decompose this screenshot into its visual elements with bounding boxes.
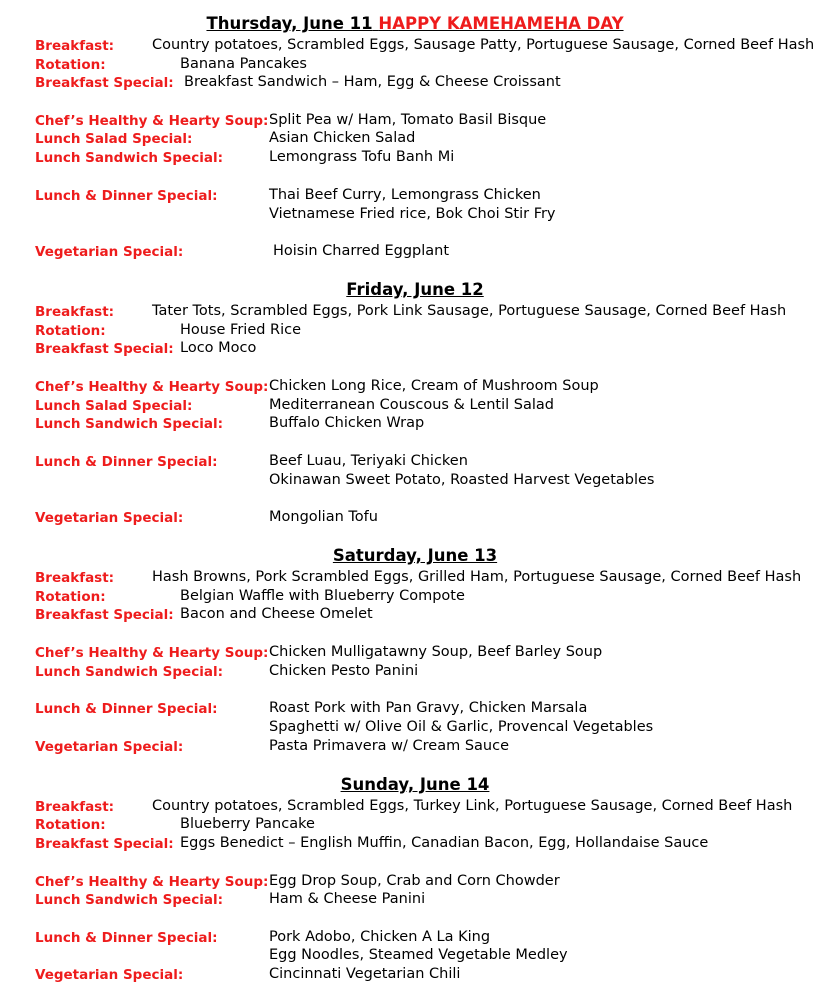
day-heading: [0, 546, 830, 566]
breakfast-special-value: Loco Moco: [180, 340, 257, 356]
lunch-salad-special-label: Lunch Salad Special:: [35, 398, 193, 414]
rotation-value: Blueberry Pancake: [180, 816, 315, 832]
breakfast-special-label: Breakfast Special:: [35, 607, 174, 623]
lunch-dinner-special-label: Lunch & Dinner Special:: [35, 930, 218, 946]
chefs-healthy-hearty-soup-value: Chicken Mulligatawny Soup, Beef Barley Soup: [269, 644, 603, 660]
day-date: Saturday, June 13: [332, 546, 498, 565]
chefs-healthy-hearty-soup-label: Chef’s Healthy & Hearty Soup:: [35, 113, 269, 129]
lunch-dinner-special-value: Roast Pork with Pan Gravy, Chicken Marsala: [269, 700, 588, 716]
breakfast-label: Breakfast:: [35, 304, 115, 320]
vegetarian-special-label: Vegetarian Special:: [35, 244, 184, 260]
lunch-salad-special-label: Lunch Salad Special:: [35, 131, 193, 147]
vegetarian-special-value: Pasta Primavera w/ Cream Sauce: [269, 738, 509, 754]
day-heading: [0, 775, 830, 795]
lunch-sandwich-special-label: Lunch Sandwich Special:: [35, 892, 223, 908]
rotation-label: Rotation:: [35, 589, 106, 605]
lunch-dinner-special-label: Lunch & Dinner Special:: [35, 701, 218, 717]
rotation-value: Belgian Waffle with Blueberry Compote: [180, 588, 465, 604]
breakfast-special-label: Breakfast Special:: [35, 75, 174, 91]
lunch-dinner-special-value: Pork Adobo, Chicken A La King: [269, 929, 491, 945]
chefs-healthy-hearty-soup-value: Split Pea w/ Ham, Tomato Basil Bisque: [269, 112, 547, 128]
holiday-banner: HAPPY KAMEHAMEHA DAY: [378, 14, 624, 33]
lunch-dinner-special-value: Spaghetti w/ Olive Oil & Garlic, Provencal Vegetables: [269, 719, 654, 735]
lunch-dinner-special-value: Egg Noodles, Steamed Vegetable Medley: [269, 947, 568, 963]
day-date: Sunday, June 14: [340, 775, 490, 794]
rotation-label: Rotation:: [35, 323, 106, 339]
vegetarian-special-value: Mongolian Tofu: [269, 509, 378, 525]
lunch-sandwich-special-label: Lunch Sandwich Special:: [35, 416, 223, 432]
chefs-healthy-hearty-soup-value: Egg Drop Soup, Crab and Corn Chowder: [269, 873, 560, 889]
rotation-label: Rotation:: [35, 817, 106, 833]
day-heading: [0, 14, 830, 34]
chefs-healthy-hearty-soup-value: Chicken Long Rice, Cream of Mushroom Soup: [269, 378, 599, 394]
lunch-dinner-special-value: Beef Luau, Teriyaki Chicken: [269, 453, 468, 469]
breakfast-special-value: Bacon and Cheese Omelet: [180, 606, 373, 622]
vegetarian-special-label: Vegetarian Special:: [35, 739, 184, 755]
lunch-sandwich-special-value: Ham & Cheese Panini: [269, 891, 426, 907]
lunch-dinner-special-label: Lunch & Dinner Special:: [35, 188, 218, 204]
lunch-sandwich-special-label: Lunch Sandwich Special:: [35, 664, 223, 680]
breakfast-special-label: Breakfast Special:: [35, 341, 174, 357]
breakfast-label: Breakfast:: [35, 38, 115, 54]
vegetarian-special-value: Hoisin Charred Eggplant: [273, 243, 450, 259]
lunch-sandwich-special-value: Chicken Pesto Panini: [269, 663, 419, 679]
chefs-healthy-hearty-soup-label: Chef’s Healthy & Hearty Soup:: [35, 645, 269, 661]
breakfast-value: Country potatoes, Scrambled Eggs, Turkey Link, Portuguese Sausage, Corned Beef Hash: [152, 798, 793, 814]
lunch-dinner-special-value: Thai Beef Curry, Lemongrass Chicken: [269, 187, 541, 203]
lunch-salad-special-value: Mediterranean Couscous & Lentil Salad: [269, 397, 554, 413]
lunch-dinner-special-value: Vietnamese Fried rice, Bok Choi Stir Fry: [269, 206, 556, 222]
rotation-value: Banana Pancakes: [180, 56, 307, 72]
breakfast-label: Breakfast:: [35, 799, 115, 815]
vegetarian-special-label: Vegetarian Special:: [35, 510, 184, 526]
rotation-label: Rotation:: [35, 57, 106, 73]
breakfast-special-value: Eggs Benedict – English Muffin, Canadian Bacon, Egg, Hollandaise Sauce: [180, 835, 709, 851]
chefs-healthy-hearty-soup-label: Chef’s Healthy & Hearty Soup:: [35, 874, 269, 890]
breakfast-value: Country potatoes, Scrambled Eggs, Sausage Patty, Portuguese Sausage, Corned Beef Hash: [152, 37, 815, 53]
lunch-sandwich-special-value: Lemongrass Tofu Banh Mi: [269, 149, 455, 165]
breakfast-special-label: Breakfast Special:: [35, 836, 174, 852]
vegetarian-special-value: Cincinnati Vegetarian Chili: [269, 966, 461, 982]
day-heading: [0, 280, 830, 300]
breakfast-special-value: Breakfast Sandwich – Ham, Egg & Cheese Croissant: [184, 74, 561, 90]
day-date: Thursday, June 11: [206, 14, 373, 33]
lunch-salad-special-value: Asian Chicken Salad: [269, 130, 416, 146]
breakfast-value: Tater Tots, Scrambled Eggs, Pork Link Sausage, Portuguese Sausage, Corned Beef Hash: [152, 303, 787, 319]
lunch-dinner-special-label: Lunch & Dinner Special:: [35, 454, 218, 470]
vegetarian-special-label: Vegetarian Special:: [35, 967, 184, 983]
rotation-value: House Fried Rice: [180, 322, 302, 338]
breakfast-label: Breakfast:: [35, 570, 115, 586]
lunch-sandwich-special-label: Lunch Sandwich Special:: [35, 150, 223, 166]
day-date: Friday, June 12: [346, 280, 484, 299]
lunch-sandwich-special-value: Buffalo Chicken Wrap: [269, 415, 425, 431]
breakfast-value: Hash Browns, Pork Scrambled Eggs, Grilled Ham, Portuguese Sausage, Corned Beef Hash: [152, 569, 802, 585]
chefs-healthy-hearty-soup-label: Chef’s Healthy & Hearty Soup:: [35, 379, 269, 395]
lunch-dinner-special-value: Okinawan Sweet Potato, Roasted Harvest Vegetables: [269, 472, 655, 488]
